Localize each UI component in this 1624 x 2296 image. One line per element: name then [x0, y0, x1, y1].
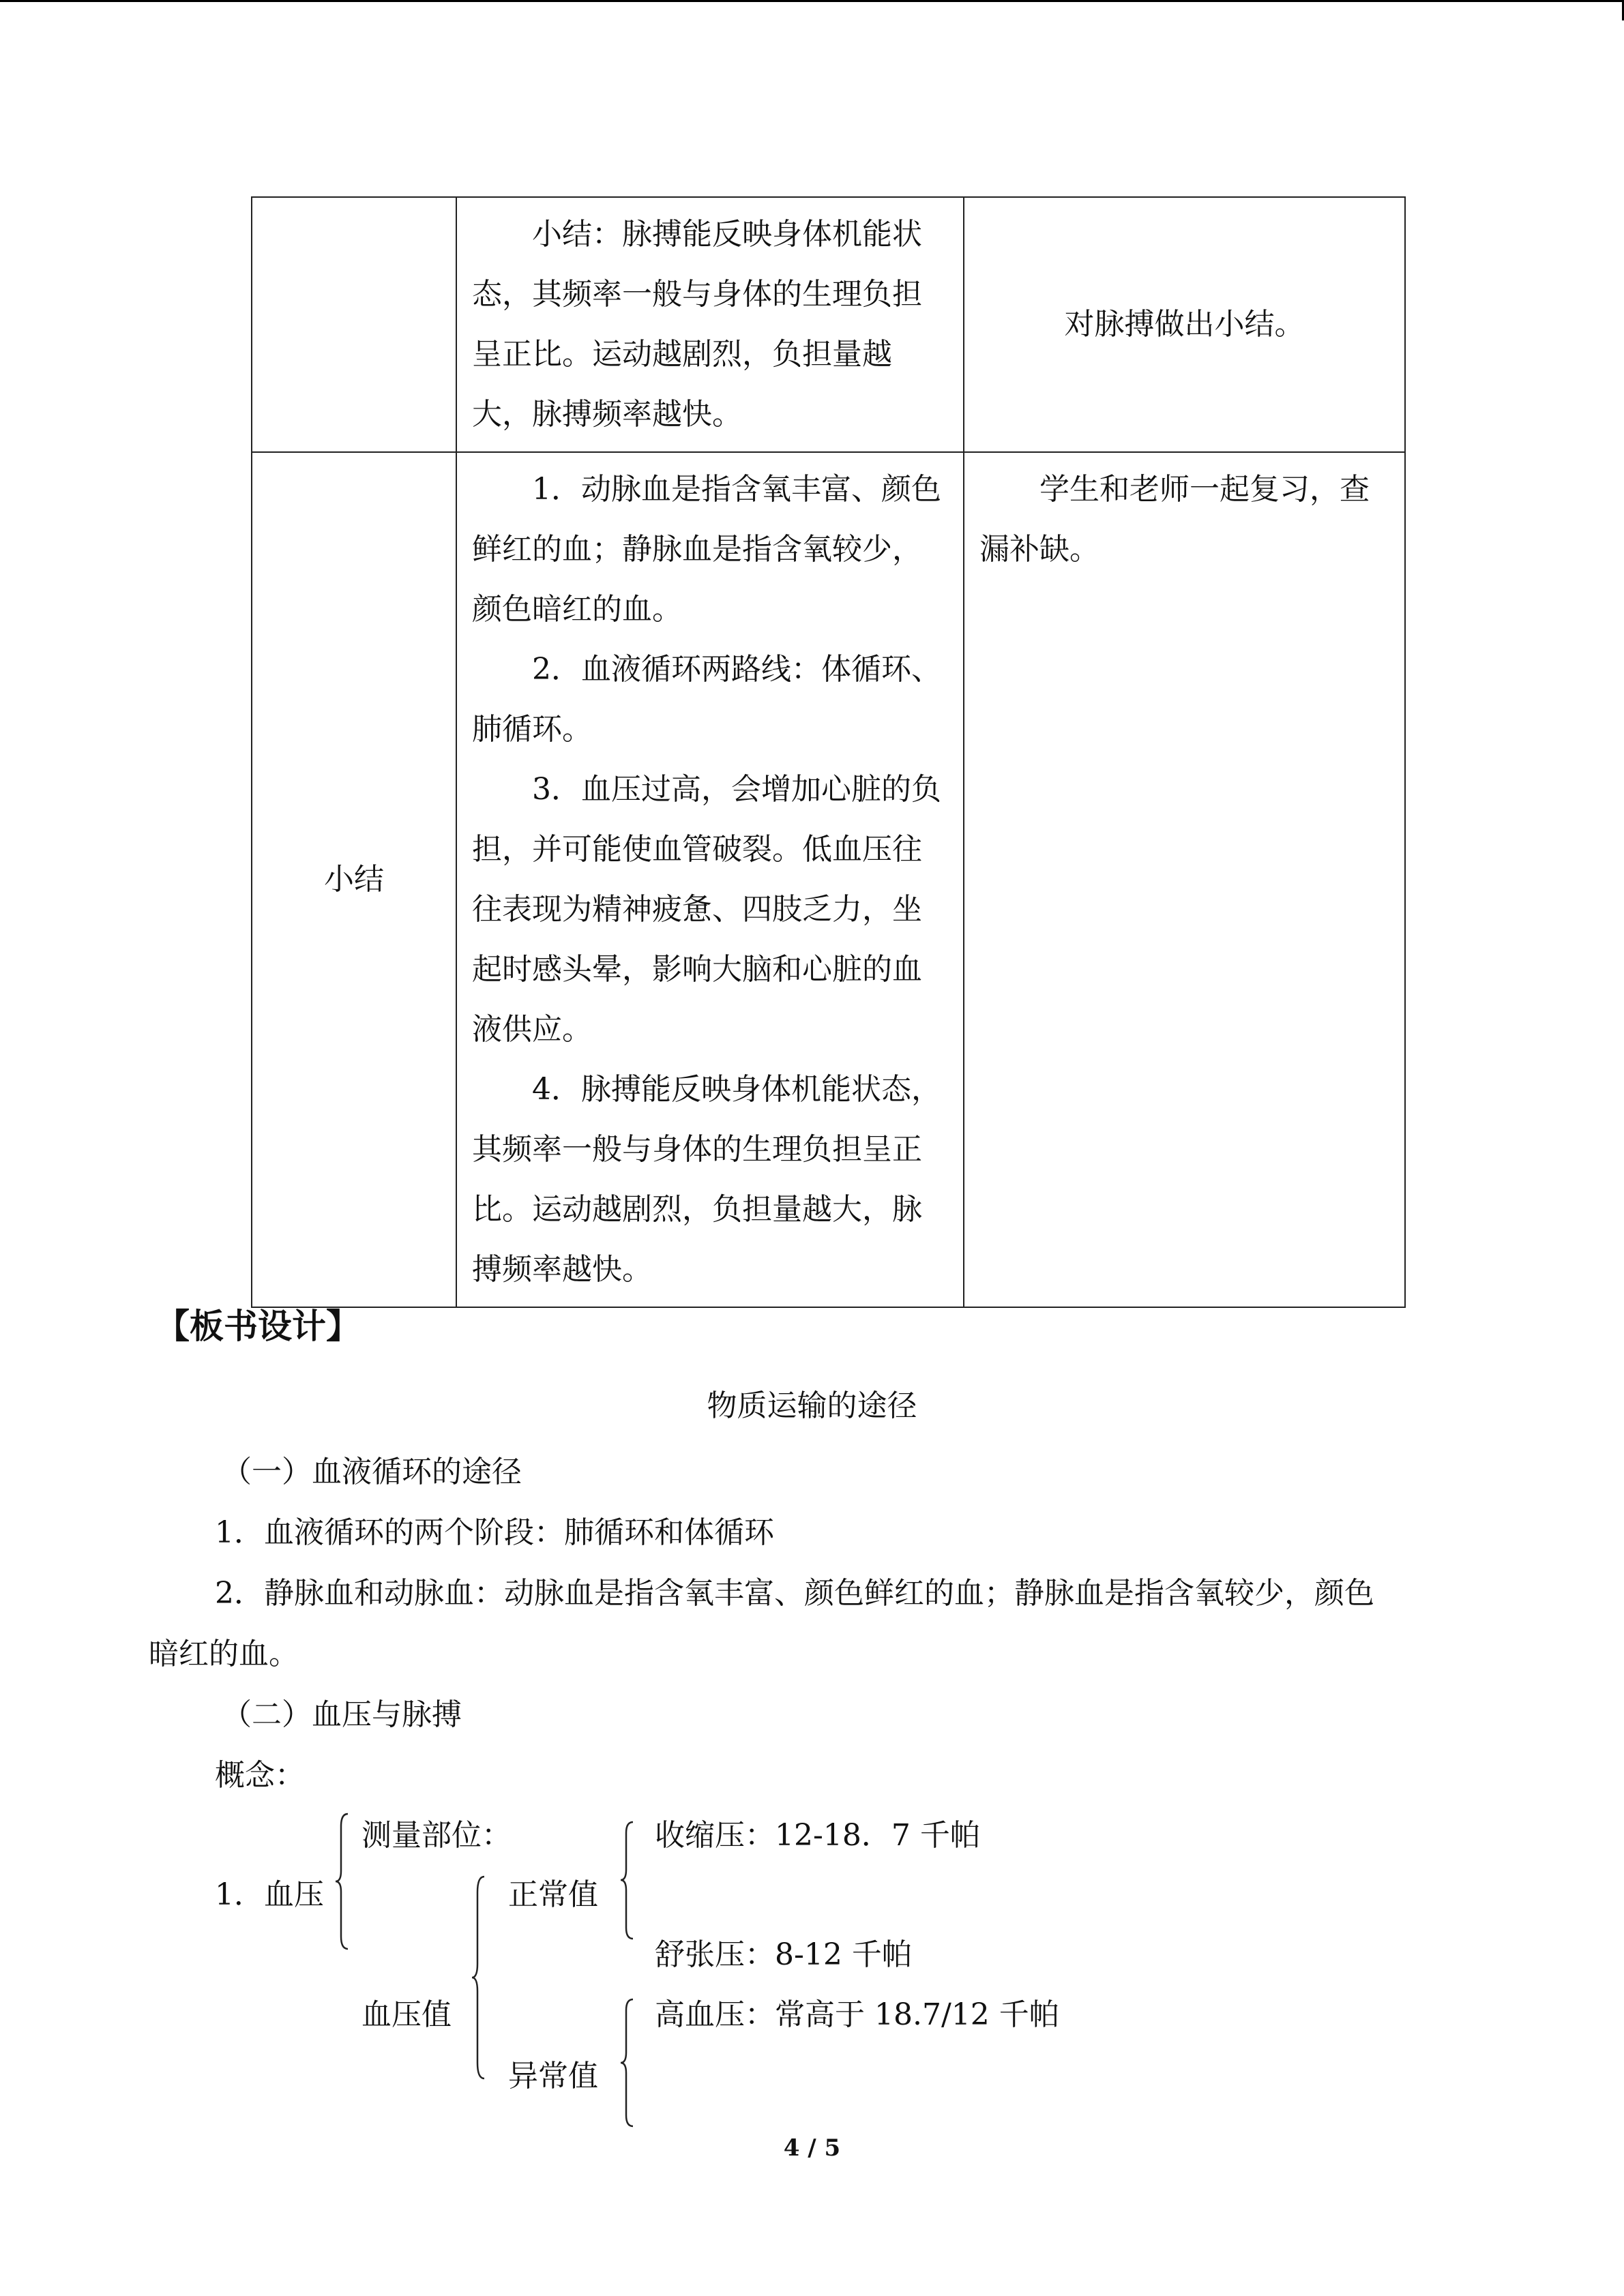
brace-bp	[334, 1813, 349, 1950]
activity-cell	[964, 452, 1405, 1307]
item-2-line-1: 2．静脉血和动脉血：动脉血是指含氧丰富、颜色鲜红的血；静脉血是指含氧较少，颜色	[215, 1576, 1374, 1611]
systolic-pressure: 收缩压：12-18．7 千帕	[655, 1818, 980, 1853]
section-heading: 【板书设计】	[156, 1306, 360, 1346]
stage-cell	[252, 197, 456, 452]
abnormal-value-label: 异常值	[508, 2059, 598, 2093]
section-2-title: （二）血压与脉搏	[222, 1697, 462, 1732]
lesson-table	[251, 196, 1406, 1308]
high-blood-pressure: 高血压：常高于 18.7/12 千帕	[655, 1997, 1059, 2032]
stage-cell: 小结	[252, 452, 456, 1307]
brace-normal	[619, 1821, 634, 1940]
normal-value-label: 正常值	[508, 1877, 598, 1912]
content-cell	[456, 197, 964, 452]
content-paragraph: 小结：脉搏能反映身体机能状态，其频率一般与身体的生理负担呈正比。运动越剧烈，负担量越大，脉搏频率越快。	[472, 217, 922, 432]
activity-paragraph: 学生和老师一起复习，查漏补缺。	[979, 472, 1370, 567]
brace-bp-value	[471, 1875, 486, 2080]
bp-value-label: 血压值	[361, 1997, 452, 2032]
content-paragraph: 4．脉搏能反映身体机能状态，其频率一般与身体的生理负担呈正比。运动越剧烈，负担量越大，脉搏频率越快。	[472, 1072, 941, 1287]
bp-label: 1．血压	[215, 1877, 324, 1912]
page-top-border	[0, 0, 1624, 2]
table-row	[252, 197, 1405, 452]
brace-abnormal	[619, 1998, 634, 2128]
content-paragraph: 1．动脉血是指含氧丰富、颜色鲜红的血；静脉血是指含氧较少，颜色暗红的血。	[472, 472, 941, 627]
diastolic-pressure: 舒张压：8-12 千帕	[655, 1937, 912, 1972]
table-row	[252, 452, 1405, 1307]
item-2-line-2: 暗红的血。	[149, 1637, 299, 1671]
board-title: 物质运输的途径	[707, 1388, 917, 1423]
activity-cell: 对脉搏做出小结。	[964, 197, 1405, 452]
concept-label: 概念：	[215, 1758, 305, 1793]
section-1-title: （一）血液循环的途径	[222, 1455, 522, 1489]
page-number: 4 / 5	[783, 2134, 841, 2162]
measure-site: 测量部位：	[361, 1818, 512, 1853]
content-cell	[456, 452, 964, 1307]
item-1: 1．血液循环的两个阶段：肺循环和体循环	[215, 1515, 774, 1550]
content-paragraph: 2．血液循环两路线：体循环、肺循环。	[472, 652, 941, 747]
content-paragraph: 3．血压过高，会增加心脏的负担，并可能使血管破裂。低血压往往表现为精神疲惫、四肢乏力，坐起时感头晕，影响大脑和心脏的血液供应。	[472, 772, 941, 1047]
